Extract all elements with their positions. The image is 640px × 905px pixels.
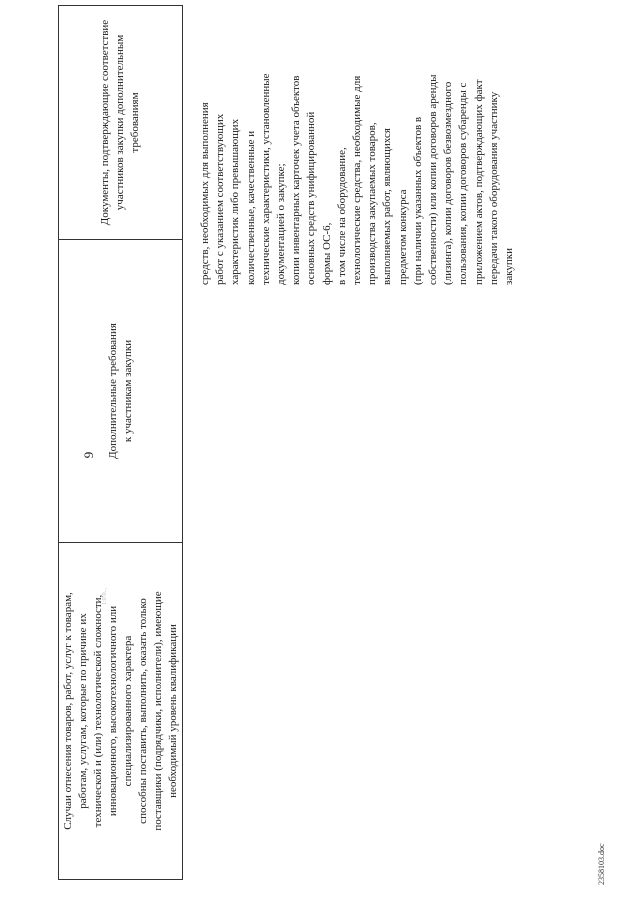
text-line: в том числе на оборудование,	[335, 147, 348, 285]
text-line: собственности) или копии договоров аренды	[427, 74, 440, 285]
scan-artifact-mark: 1:0·0..,	[102, 587, 108, 605]
text-line: средств, необходимых для выполнения	[199, 102, 211, 285]
cell-line: инновационного, высокотехнологичного или	[107, 605, 119, 817]
header-line: Дополнительные требования	[106, 323, 119, 459]
requirements-table	[58, 5, 183, 880]
page-number: 9	[81, 451, 96, 459]
table-header-requirements	[59, 240, 182, 543]
documents-continuation-text	[198, 5, 517, 285]
text-line: основных средств унифицированной	[305, 111, 318, 285]
text-line: пользования, копии договоров субаренды с	[457, 82, 470, 285]
cell-line: Случаи отнесения товаров, работ, услуг к товарам,	[62, 592, 74, 830]
text-line: (при наличии указанных объектов в	[411, 116, 424, 285]
text-line: технологические средства, необходимые для	[351, 75, 364, 285]
text-line: работ с указанием соответствующих	[214, 113, 227, 285]
cell-line: технической и (или) технологической сложности,	[92, 594, 104, 828]
text-line: производства закупаемых товаров,	[366, 122, 379, 285]
text-line: выполняемых работ, являющихся	[381, 128, 394, 285]
cell-line: поставщики (подрядчики, исполнители), имеющие	[152, 591, 164, 831]
header-line: требованиям	[129, 92, 141, 153]
text-line: формы ОС-6,	[320, 222, 333, 285]
text-line: предметом конкурса	[396, 189, 409, 285]
cell-line: необходимый уровень квалификации	[167, 624, 179, 798]
text-line: характеристик либо превышающих	[229, 118, 242, 285]
header-line: Документы, подтверждающие соответствие	[99, 19, 111, 226]
table-cell-cases	[59, 543, 182, 879]
cell-line: способны поставить, выполнить, оказать только	[137, 598, 149, 824]
text-line: (лизинга), копии договоров безвозмездного	[442, 81, 455, 285]
table-header-documents	[59, 6, 182, 240]
text-line: приложением актов, подтверждающих факт	[472, 79, 485, 285]
text-line: передачи такого оборудования участнику	[487, 91, 500, 285]
text-line: технические характеристики, установленные	[259, 73, 272, 285]
header-line: к участникам закупки	[121, 339, 134, 443]
text-line: копии инвентарных карточек учета объектов	[290, 75, 303, 285]
text-line: количественные, качественные и	[244, 130, 257, 285]
text-line: закупки	[503, 247, 516, 285]
header-line: участников закупки дополнительным	[114, 34, 126, 211]
cell-line: специализированного характера	[122, 635, 134, 787]
text-line: документацией о закупке;	[275, 163, 288, 285]
document-filename: 2358103.doc	[597, 843, 606, 885]
cell-line: работам, услугам, которые по причине их	[77, 613, 89, 809]
